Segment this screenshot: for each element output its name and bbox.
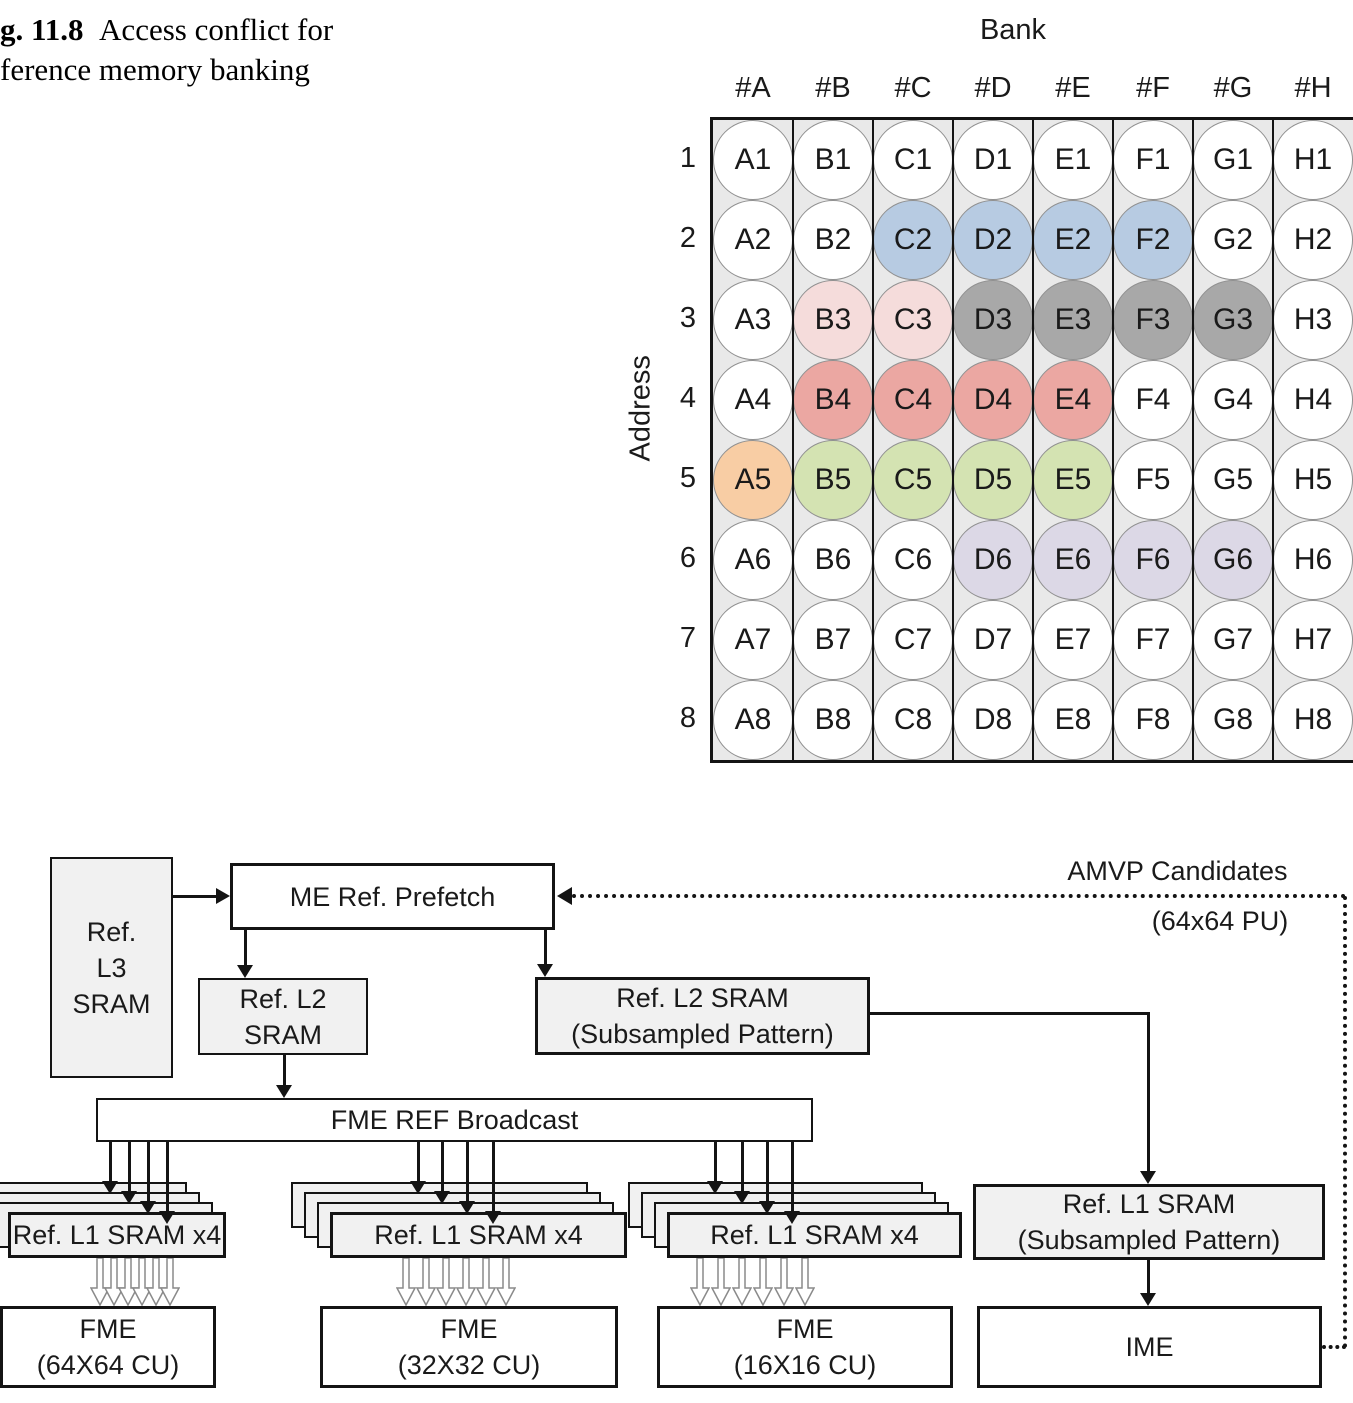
grid-cell-d5: D5 — [953, 440, 1033, 520]
grid-cell-b7: B7 — [793, 600, 873, 680]
block-fme-32x32: FME (32X32 CU) — [320, 1306, 618, 1388]
grid-cell-g8: G8 — [1193, 680, 1273, 760]
grid-cell-h8: H8 — [1273, 680, 1353, 760]
grid-cell-d3: D3 — [953, 280, 1033, 360]
address-row-label-6: 6 — [679, 542, 697, 574]
grid-cell-e8: E8 — [1033, 680, 1113, 760]
arrow-broadcast-to-l1-3-head — [140, 1201, 156, 1214]
block-fme-16x16: FME (16X16 CU) — [657, 1306, 953, 1388]
grid-cell-e5: E5 — [1033, 440, 1113, 520]
arrow-l3-to-prefetch — [173, 895, 219, 898]
grid-cell-a6: A6 — [713, 520, 793, 600]
hollow-arrow-l1-to-fme-2-6 — [496, 1258, 516, 1311]
pu-size-label: (64x64 PU) — [1151, 906, 1289, 936]
grid-cell-h5: H5 — [1273, 440, 1353, 520]
grid-cell-h1: H1 — [1273, 120, 1353, 200]
amvp-candidates-label: AMVP Candidates — [1067, 856, 1288, 886]
grid-cell-a7: A7 — [713, 600, 793, 680]
arrow-broadcast-to-l1-4 — [166, 1142, 169, 1213]
address-row-label-4: 4 — [679, 382, 697, 414]
grid-cell-d4: D4 — [953, 360, 1033, 440]
arrow-prefetch-to-l2sub-head — [537, 964, 553, 977]
grid-cell-g3: G3 — [1193, 280, 1273, 360]
grid-cell-a8: A8 — [713, 680, 793, 760]
hollow-arrow-l1-to-fme-3-6 — [795, 1258, 815, 1311]
block-ref-l2-sram: Ref. L2 SRAM — [198, 978, 368, 1055]
grid-cell-e3: E3 — [1033, 280, 1113, 360]
grid-cell-e1: E1 — [1033, 120, 1113, 200]
grid-cell-d6: D6 — [953, 520, 1033, 600]
arrow-l3-to-prefetch-head — [216, 888, 230, 904]
grid-cell-c1: C1 — [873, 120, 953, 200]
hollow-arrow-l1-to-fme-1-6 — [160, 1258, 180, 1311]
arrow-broadcast-to-l1-11-head — [759, 1201, 775, 1214]
bank-separator-line — [1112, 120, 1114, 760]
address-axis-title: Address — [624, 355, 657, 462]
bank-separator-line — [952, 120, 954, 760]
bank-separator-line — [1032, 120, 1034, 760]
address-row-label-7: 7 — [679, 622, 697, 654]
grid-cell-f7: F7 — [1113, 600, 1193, 680]
block-ref-l3-sram: Ref. L3 SRAM — [50, 857, 173, 1078]
grid-cell-d7: D7 — [953, 600, 1033, 680]
block-fme-64x64: FME (64X64 CU) — [0, 1306, 216, 1388]
hollow-arrow-l1-to-fme-3-3 — [732, 1258, 752, 1311]
grid-cell-c3: C3 — [873, 280, 953, 360]
grid-cell-b1: B1 — [793, 120, 873, 200]
grid-cell-f8: F8 — [1113, 680, 1193, 760]
bank-separator-line — [792, 120, 794, 760]
connector-l2sub-vertical — [1147, 1012, 1150, 1172]
arrow-broadcast-to-l1-8-head — [485, 1211, 501, 1224]
grid-cell-b5: B5 — [793, 440, 873, 520]
grid-cell-b2: B2 — [793, 200, 873, 280]
arrow-broadcast-to-l1-3 — [147, 1142, 150, 1203]
grid-cell-g5: G5 — [1193, 440, 1273, 520]
arrow-l2-to-broadcast — [283, 1055, 286, 1087]
grid-cell-f2: F2 — [1113, 200, 1193, 280]
block-ref-l1-sram-x4-3: Ref. L1 SRAM x4 — [667, 1212, 962, 1258]
block-ref-l1-sram-x4-2: Ref. L1 SRAM x4 — [330, 1212, 627, 1258]
arrow-broadcast-to-l1-5-head — [410, 1181, 426, 1194]
grid-cell-h3: H3 — [1273, 280, 1353, 360]
block-fme-ref-broadcast: FME REF Broadcast — [96, 1098, 813, 1142]
grid-cell-b6: B6 — [793, 520, 873, 600]
arrow-prefetch-to-l2 — [244, 930, 247, 967]
grid-cell-f4: F4 — [1113, 360, 1193, 440]
bank-header-d: #D — [974, 72, 1012, 104]
bank-header-a: #A — [735, 72, 771, 104]
bank-separator-line — [872, 120, 874, 760]
arrow-prefetch-to-l2sub — [544, 930, 547, 966]
grid-cell-c8: C8 — [873, 680, 953, 760]
bank-header-b: #B — [815, 72, 851, 104]
arrow-broadcast-to-l1-2 — [128, 1142, 131, 1193]
arrow-broadcast-to-l1-4-head — [159, 1211, 175, 1224]
grid-cell-g7: G7 — [1193, 600, 1273, 680]
grid-cell-g6: G6 — [1193, 520, 1273, 600]
grid-cell-h2: H2 — [1273, 200, 1353, 280]
arrow-broadcast-to-l1-1 — [109, 1142, 112, 1183]
amvp-dotted-line-right — [1343, 896, 1347, 1348]
grid-cell-a1: A1 — [713, 120, 793, 200]
grid-cell-f3: F3 — [1113, 280, 1193, 360]
figure-caption — [0, 10, 420, 90]
address-row-label-1: 1 — [679, 142, 697, 174]
arrow-l1sub-to-ime-head — [1140, 1293, 1156, 1306]
arrow-broadcast-to-l1-12 — [791, 1142, 794, 1213]
hollow-arrow-l1-to-fme-3-2 — [711, 1258, 731, 1311]
grid-cell-c4: C4 — [873, 360, 953, 440]
address-row-label-3: 3 — [679, 302, 697, 334]
caption-line1 — [0, 10, 420, 50]
hollow-arrow-l1-to-fme-2-5 — [476, 1258, 496, 1311]
grid-cell-b3: B3 — [793, 280, 873, 360]
grid-cell-a3: A3 — [713, 280, 793, 360]
grid-cell-e4: E4 — [1033, 360, 1113, 440]
block-me-ref-prefetch: ME Ref. Prefetch — [230, 863, 555, 930]
arrow-broadcast-to-l1-7 — [466, 1142, 469, 1203]
bank-axis-title: Bank — [979, 14, 1047, 46]
amvp-dotted-line-top — [572, 894, 1346, 898]
grid-cell-d8: D8 — [953, 680, 1033, 760]
connector-l2sub-head — [1140, 1171, 1156, 1184]
hollow-arrow-l1-to-fme-2-4 — [456, 1258, 476, 1311]
grid-cell-f1: F1 — [1113, 120, 1193, 200]
arrow-broadcast-to-l1-7-head — [459, 1201, 475, 1214]
grid-cell-a4: A4 — [713, 360, 793, 440]
caption-line2: ference memory banking — [0, 52, 310, 87]
arrow-prefetch-to-l2-head — [237, 965, 253, 978]
hollow-arrow-l1-to-fme-3-1 — [690, 1258, 710, 1311]
grid-cell-h7: H7 — [1273, 600, 1353, 680]
address-row-label-5: 5 — [679, 462, 697, 494]
address-row-label-8: 8 — [679, 702, 697, 734]
block-ime: IME — [977, 1306, 1322, 1388]
grid-cell-d2: D2 — [953, 200, 1033, 280]
bank-header-e: #E — [1055, 72, 1091, 104]
grid-cell-e2: E2 — [1033, 200, 1113, 280]
arrow-l2-to-broadcast-head — [276, 1085, 292, 1098]
address-row-label-2: 2 — [679, 222, 697, 254]
arrow-broadcast-to-l1-10 — [741, 1142, 744, 1193]
grid-cell-e6: E6 — [1033, 520, 1113, 600]
bank-header-c: #C — [894, 72, 932, 104]
hollow-arrow-l1-to-fme-2-1 — [396, 1258, 416, 1311]
block-ref-l1-sram-subsampled: Ref. L1 SRAM (Subsampled Pattern) — [973, 1184, 1325, 1260]
grid-cell-e7: E7 — [1033, 600, 1113, 680]
grid-cell-g1: G1 — [1193, 120, 1273, 200]
bank-header-g: #G — [1213, 72, 1253, 104]
connector-l2sub-horizontal — [868, 1012, 1150, 1015]
memory-bank-grid — [710, 117, 1353, 763]
arrow-broadcast-to-l1-10-head — [734, 1191, 750, 1204]
grid-cell-c7: C7 — [873, 600, 953, 680]
grid-cell-c2: C2 — [873, 200, 953, 280]
arrow-broadcast-to-l1-5 — [417, 1142, 420, 1183]
grid-cell-b4: B4 — [793, 360, 873, 440]
grid-cell-g4: G4 — [1193, 360, 1273, 440]
bank-header-h: #H — [1294, 72, 1332, 104]
grid-cell-f5: F5 — [1113, 440, 1193, 520]
grid-cell-g2: G2 — [1193, 200, 1273, 280]
hollow-arrow-l1-to-fme-3-5 — [774, 1258, 794, 1311]
arrow-broadcast-to-l1-9 — [714, 1142, 717, 1183]
caption-number: g. 11.8 — [0, 12, 84, 47]
grid-cell-a5: A5 — [713, 440, 793, 520]
amvp-dotted-stub-ime — [1322, 1345, 1346, 1349]
block-ref-l2-sram-subsampled: Ref. L2 SRAM (Subsampled Pattern) — [535, 977, 870, 1055]
grid-cell-c6: C6 — [873, 520, 953, 600]
arrow-broadcast-to-l1-9-head — [707, 1181, 723, 1194]
caption-text: Access conflict for — [99, 12, 334, 47]
hollow-arrow-l1-to-fme-2-2 — [416, 1258, 436, 1311]
block-ref-l1-sram-x4-1: Ref. L1 SRAM x4 — [8, 1212, 226, 1258]
arrow-broadcast-to-l1-1-head — [102, 1181, 118, 1194]
arrow-broadcast-to-l1-8 — [492, 1142, 495, 1213]
hollow-arrow-l1-to-fme-2-3 — [436, 1258, 456, 1311]
arrow-broadcast-to-l1-6-head — [434, 1191, 450, 1204]
hollow-arrow-l1-to-fme-3-4 — [753, 1258, 773, 1311]
grid-cell-a2: A2 — [713, 200, 793, 280]
grid-cell-b8: B8 — [793, 680, 873, 760]
bank-separator-line — [1192, 120, 1194, 760]
grid-cell-h4: H4 — [1273, 360, 1353, 440]
grid-cell-c5: C5 — [873, 440, 953, 520]
arrow-broadcast-to-l1-6 — [441, 1142, 444, 1193]
arrow-l1sub-to-ime — [1147, 1260, 1150, 1295]
grid-cell-d1: D1 — [953, 120, 1033, 200]
amvp-arrow-head — [557, 887, 572, 905]
grid-cell-f6: F6 — [1113, 520, 1193, 600]
grid-cell-h6: H6 — [1273, 520, 1353, 600]
arrow-broadcast-to-l1-2-head — [121, 1191, 137, 1204]
bank-header-f: #F — [1136, 72, 1170, 104]
bank-separator-line — [1272, 120, 1274, 760]
arrow-broadcast-to-l1-12-head — [784, 1211, 800, 1224]
arrow-broadcast-to-l1-11 — [766, 1142, 769, 1203]
